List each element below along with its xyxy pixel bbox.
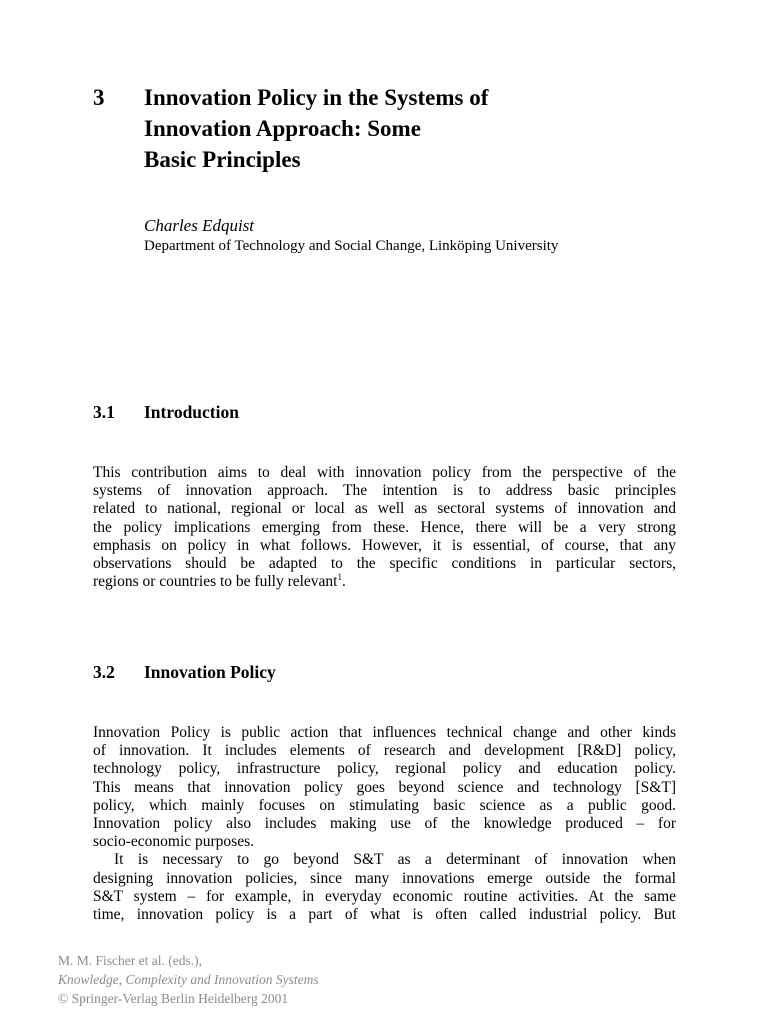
text-line: the policy implications emerging from these. Hence, there will be a very strong bbox=[93, 518, 676, 536]
trailing-punctuation: . bbox=[341, 573, 346, 591]
copyright-line: © Springer-Verlag Berlin Heidelberg 2001 bbox=[58, 991, 289, 1006]
text-line: of innovation. It includes elements of research and development [R&D] policy, bbox=[93, 742, 676, 760]
author-name: Charles Edquist bbox=[144, 216, 255, 235]
text-line: regions or countries to be fully relevant bbox=[93, 573, 338, 591]
text-line: policy, which mainly focuses on stimulating basic science as a public good. bbox=[93, 796, 676, 814]
text-line: Innovation policy also includes making use of the knowledge produced – for bbox=[93, 814, 676, 832]
text-line: technology policy, infrastructure policy, regional policy and education policy. bbox=[93, 760, 676, 778]
citation-editors: M. M. Fischer et al. (eds.), bbox=[58, 953, 202, 968]
paragraph-introduction bbox=[93, 464, 676, 591]
chapter-title bbox=[144, 82, 664, 175]
citation-line bbox=[58, 951, 319, 989]
section-number: 3.1 bbox=[93, 402, 115, 422]
text-line-with-footnote bbox=[93, 573, 676, 591]
section-number: 3.2 bbox=[93, 662, 115, 682]
text-line: This contribution aims to deal with innovation policy from the perspective of the bbox=[93, 464, 676, 481]
text-line: systems of innovation approach. The intention is to address basic principles bbox=[93, 482, 676, 500]
paragraph-innovation-policy bbox=[93, 724, 676, 924]
chapter-title-line: Innovation Approach: Some bbox=[144, 116, 421, 141]
author-affiliation: Department of Technology and Social Change, Linköping University bbox=[144, 238, 559, 254]
section-title: Introduction bbox=[144, 402, 239, 422]
book-title: Knowledge, Complexity and Innovation Systems bbox=[58, 972, 319, 987]
section-title: Innovation Policy bbox=[144, 662, 276, 682]
text-line: socio-economic purposes. bbox=[93, 833, 254, 851]
text-line: emphasis on policy in what follows. However, it is essential, of course, that any bbox=[93, 536, 676, 554]
chapter-number: 3 bbox=[93, 85, 105, 110]
chapter-title-line: Innovation Policy in the Systems of bbox=[144, 85, 489, 110]
footnote-marker[interactable]: 1 bbox=[337, 572, 342, 583]
text-line: This means that innovation policy goes beyond science and technology [S&T] bbox=[93, 778, 676, 796]
chapter-title-line: Basic Principles bbox=[144, 147, 301, 172]
text-line: designing innovation policies, since many innovations emerge outside the formal bbox=[93, 869, 676, 887]
text-line: time, innovation policy is a part of what is often called industrial policy. But bbox=[93, 905, 676, 923]
text-line: S&T system – for example, in everyday economic routine activities. At the same bbox=[93, 887, 676, 905]
text-line: Innovation Policy is public action that influences technical change and other kinds bbox=[93, 724, 676, 741]
copyright-footer bbox=[58, 951, 319, 1008]
text-line: related to national, regional or local as well as sectoral systems of innovation and bbox=[93, 500, 676, 518]
text-line: It is necessary to go beyond S&T as a determinant of innovation when bbox=[114, 851, 676, 869]
text-line: observations should be adapted to the specific conditions in particular sectors, bbox=[93, 554, 676, 572]
